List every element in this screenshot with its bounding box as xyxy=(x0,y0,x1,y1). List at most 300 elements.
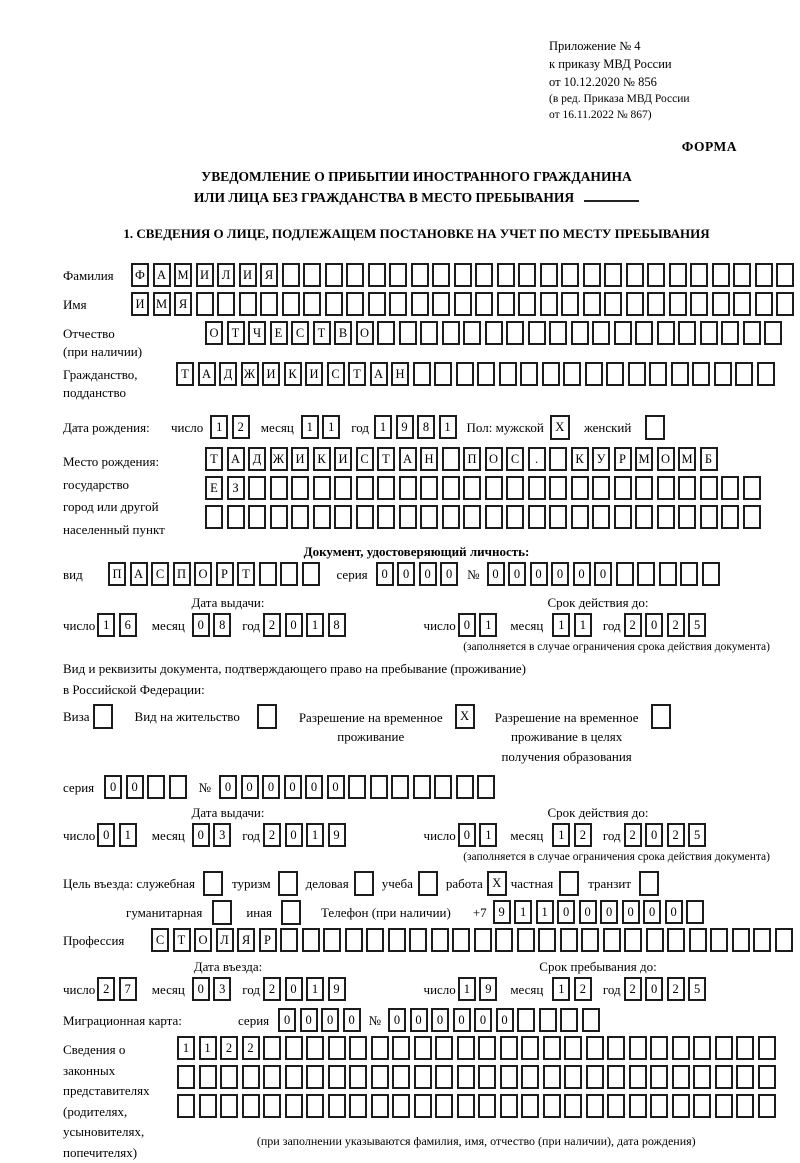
id-issue-day-cells xyxy=(97,613,137,637)
guardians-block xyxy=(63,1036,770,1163)
form-cell xyxy=(607,1094,625,1118)
form-cell: 1 xyxy=(177,1036,195,1060)
stay-day-cells xyxy=(458,977,498,1001)
month-label: месяц xyxy=(151,617,185,633)
form-cell xyxy=(543,1065,561,1089)
form-cell: 9 xyxy=(493,900,511,924)
form-cell xyxy=(418,871,438,896)
form-cell xyxy=(325,292,343,316)
form-cell: 0 xyxy=(419,562,437,586)
form-cell xyxy=(635,505,653,529)
form-cell: Т xyxy=(377,447,395,471)
form-cell: 0 xyxy=(97,823,115,847)
form-cell xyxy=(306,1094,324,1118)
form-cell xyxy=(220,1094,238,1118)
form-cell: 0 xyxy=(327,775,345,799)
form-cell: 0 xyxy=(104,775,122,799)
mig-num-label: № xyxy=(368,1013,382,1029)
form-cell xyxy=(671,362,689,386)
purpose-private-checkbox xyxy=(559,871,579,896)
form-cell xyxy=(368,292,386,316)
form-cell: X xyxy=(487,871,507,896)
residence-doc-type-row xyxy=(63,704,770,767)
form-cell xyxy=(586,1094,604,1118)
form-cell xyxy=(521,1036,539,1060)
form-cell: О xyxy=(194,928,212,952)
form-cell xyxy=(732,928,750,952)
form-cell xyxy=(506,321,524,345)
form-cell xyxy=(721,476,739,500)
patronymic-cells xyxy=(205,321,782,345)
form-cell: 0 xyxy=(410,1008,428,1032)
form-cell xyxy=(454,263,472,287)
form-cell xyxy=(435,1036,453,1060)
form-cell: М xyxy=(635,447,653,471)
form-cell xyxy=(291,505,309,529)
phone-prefix: +7 xyxy=(472,905,487,921)
form-cell xyxy=(657,476,675,500)
form-cell xyxy=(356,476,374,500)
appendix-line: от 10.12.2020 № 856 xyxy=(549,74,657,89)
entry-month-cells xyxy=(192,977,232,1001)
form-cell: 0 xyxy=(557,900,575,924)
form-cell: 2 xyxy=(574,823,592,847)
form-cell xyxy=(257,704,277,729)
form-cell xyxy=(506,476,524,500)
form-cell xyxy=(270,505,288,529)
form-cell xyxy=(500,1036,518,1060)
form-cell xyxy=(302,562,320,586)
form-cell: 0 xyxy=(645,613,663,637)
id-num-label: № xyxy=(467,566,480,582)
form-cell: 7 xyxy=(119,977,137,1001)
form-cell xyxy=(291,476,309,500)
id-valid-month-cells xyxy=(552,613,592,637)
form-cell: 0 xyxy=(219,775,237,799)
form-cell xyxy=(485,505,503,529)
form-cell xyxy=(607,1065,625,1089)
id-issue-date-label: Дата выдачи: xyxy=(191,594,265,610)
form-cell xyxy=(313,476,331,500)
guardians-row1 xyxy=(177,1036,776,1060)
form-cell xyxy=(538,928,556,952)
form-cell: П xyxy=(463,447,481,471)
mig-num-cells xyxy=(388,1008,600,1032)
form-cell: А xyxy=(198,362,216,386)
form-cell: И xyxy=(262,362,280,386)
form-cell: М xyxy=(153,292,171,316)
form-cell xyxy=(313,505,331,529)
purpose-transit-label: транзит xyxy=(588,876,632,892)
entry-date-label: Дата въезда: xyxy=(193,959,263,975)
sex-female-label: женский xyxy=(583,420,632,436)
id-valid-until-label: Срок действия до: xyxy=(547,594,649,610)
month-label: месяц xyxy=(151,982,185,998)
form-cell: Б xyxy=(700,447,718,471)
form-cell xyxy=(411,263,429,287)
patronymic-label: Отчество (при наличии) xyxy=(63,326,143,359)
purpose-row2 xyxy=(126,900,770,925)
form-cell xyxy=(177,1094,195,1118)
appendix-revision: (в ред. Приказа МВД России xyxy=(549,93,690,106)
form-cell: А xyxy=(130,562,148,586)
form-cell xyxy=(434,362,452,386)
form-cell xyxy=(302,928,320,952)
migration-card-row xyxy=(63,1008,770,1032)
form-cell xyxy=(411,292,429,316)
form-cell xyxy=(582,1008,600,1032)
form-cell xyxy=(776,263,794,287)
form-cell: 9 xyxy=(396,415,414,439)
form-cell xyxy=(392,1036,410,1060)
guardians-label: Сведения о законных представителях (родителях, усыновителях, попечителях) xyxy=(63,1042,150,1160)
id-limit-note: (заполняется в случае ограничения срока действия документа) xyxy=(463,640,770,653)
form-cell: И xyxy=(305,362,323,386)
form-cell xyxy=(477,362,495,386)
form-cell xyxy=(629,1036,647,1060)
entry-dates-row xyxy=(63,977,770,1001)
form-cell: 1 xyxy=(210,415,228,439)
form-cell xyxy=(442,447,460,471)
form-cell: З xyxy=(227,476,245,500)
form-cell xyxy=(414,1036,432,1060)
surname-label: Фамилия xyxy=(63,268,114,284)
form-cell: М xyxy=(678,447,696,471)
month-label: месяц xyxy=(151,828,185,844)
form-cell: Я xyxy=(174,292,192,316)
form-cell xyxy=(285,1036,303,1060)
form-cell: 9 xyxy=(328,823,346,847)
birth-date-label: Дата рождения: xyxy=(63,420,150,436)
form-cell xyxy=(672,1065,690,1089)
month-label: месяц xyxy=(260,420,294,436)
form-cell xyxy=(303,292,321,316)
citizenship-cells xyxy=(176,362,775,386)
form-cell xyxy=(571,476,589,500)
sex-male-checkbox xyxy=(550,415,570,440)
form-cell: 3 xyxy=(213,977,231,1001)
year-label: год xyxy=(242,982,261,998)
form-cell xyxy=(477,775,495,799)
form-cell xyxy=(689,928,707,952)
mig-seriya-label: серия xyxy=(238,1013,270,1029)
entry-day-cells xyxy=(97,977,137,1001)
form-cell: П xyxy=(108,562,126,586)
form-cell: 1 xyxy=(552,613,570,637)
form-cell xyxy=(647,263,665,287)
form-cell: 0 xyxy=(643,900,661,924)
form-cell: 5 xyxy=(688,977,706,1001)
form-cell: Р xyxy=(259,928,277,952)
permit-valid-year-cells xyxy=(624,823,707,847)
form-cell xyxy=(700,505,718,529)
form-cell xyxy=(520,362,538,386)
form-cell xyxy=(649,362,667,386)
form-cell: 1 xyxy=(552,977,570,1001)
appendix-line: Приложение № 4 xyxy=(549,39,641,53)
form-cell xyxy=(371,1065,389,1089)
title-blank-underline xyxy=(584,188,639,202)
form-cell xyxy=(463,505,481,529)
form-cell xyxy=(280,562,298,586)
form-cell: 1 xyxy=(479,823,497,847)
form-cell xyxy=(710,928,728,952)
purpose-business-checkbox xyxy=(354,871,374,896)
form-cell: К xyxy=(571,447,589,471)
form-cell xyxy=(733,263,751,287)
purpose-humanitarian-label: гуманитарная xyxy=(126,905,203,921)
visa-checkbox xyxy=(93,704,113,729)
form-cell: 9 xyxy=(328,977,346,1001)
form-cell xyxy=(442,321,460,345)
purpose-work-label: работа xyxy=(445,876,483,892)
form-cell xyxy=(692,362,710,386)
purpose-tourism-label: туризм xyxy=(231,876,271,892)
form-cell: П xyxy=(173,562,191,586)
form-cell xyxy=(169,775,187,799)
form-cell: К xyxy=(313,447,331,471)
form-cell: 2 xyxy=(220,1036,238,1060)
name-label: Имя xyxy=(63,297,87,313)
form-cell xyxy=(539,1008,557,1032)
form-cell: X xyxy=(550,415,570,440)
guardians-row2 xyxy=(177,1065,776,1089)
residence-permit-checkbox xyxy=(257,704,277,729)
id-issue-year-cells xyxy=(263,613,346,637)
purpose-study-checkbox xyxy=(418,871,438,896)
form-cell: 2 xyxy=(574,977,592,1001)
form-cell: X xyxy=(455,704,475,729)
purpose-transit-checkbox xyxy=(639,871,659,896)
visa-label: Виза xyxy=(63,708,90,724)
form-cell: 0 xyxy=(487,562,505,586)
year-label: год xyxy=(602,982,621,998)
month-label: месяц xyxy=(510,982,544,998)
form-cell xyxy=(282,292,300,316)
purpose-tourism-checkbox xyxy=(278,871,298,896)
surname-cells xyxy=(131,263,794,287)
form-cell xyxy=(650,1065,668,1089)
form-cell xyxy=(639,871,659,896)
form-cell: 2 xyxy=(624,823,642,847)
citizenship-row xyxy=(63,362,770,401)
form-cell xyxy=(346,263,364,287)
form-cell: О xyxy=(657,447,675,471)
form-cell xyxy=(629,1065,647,1089)
permit-seriya-cells xyxy=(104,775,187,799)
form-cell xyxy=(521,1094,539,1118)
form-cell: О xyxy=(356,321,374,345)
form-cell xyxy=(93,704,113,729)
form-cell: 0 xyxy=(579,900,597,924)
profession-cells xyxy=(151,928,793,952)
form-cell xyxy=(755,292,773,316)
form-cell xyxy=(758,1094,776,1118)
form-cell xyxy=(325,263,343,287)
form-cell xyxy=(528,505,546,529)
form-cell xyxy=(678,321,696,345)
permit-valid-until-label: Срок действия до: xyxy=(547,805,649,821)
profession-row xyxy=(63,928,770,952)
forma-label: ФОРМА xyxy=(681,139,737,155)
form-cell xyxy=(715,1036,733,1060)
form-cell: М xyxy=(174,263,192,287)
form-cell: Т xyxy=(348,362,366,386)
form-cell: 2 xyxy=(667,977,685,1001)
form-cell xyxy=(743,505,761,529)
form-cell xyxy=(377,476,395,500)
form-cell xyxy=(518,292,536,316)
id-num-cells xyxy=(487,562,720,586)
form-cell: 1 xyxy=(97,613,115,637)
form-cell xyxy=(646,928,664,952)
form-cell: 1 xyxy=(552,823,570,847)
form-cell xyxy=(626,263,644,287)
phone-label: Телефон (при наличии) xyxy=(320,905,451,921)
form-cell xyxy=(592,321,610,345)
day-label: число xyxy=(63,617,96,633)
form-cell xyxy=(564,1094,582,1118)
form-cell xyxy=(282,263,300,287)
form-cell: 0 xyxy=(285,977,303,1001)
form-cell: 0 xyxy=(458,613,476,637)
form-cell xyxy=(650,1094,668,1118)
form-cell xyxy=(549,447,567,471)
form-cell xyxy=(334,476,352,500)
form-cell xyxy=(485,476,503,500)
form-cell: С xyxy=(506,447,524,471)
form-cell xyxy=(263,1094,281,1118)
form-cell: С xyxy=(151,562,169,586)
form-cell: 3 xyxy=(213,823,231,847)
form-cell xyxy=(560,1008,578,1032)
form-cell xyxy=(280,928,298,952)
guardians-cells xyxy=(177,1036,776,1118)
form-cell xyxy=(348,775,366,799)
migration-card-label: Миграционная карта: xyxy=(63,1013,182,1029)
form-cell: 1 xyxy=(301,415,319,439)
form-cell xyxy=(657,505,675,529)
form-title-line1: УВЕДОМЛЕНИЕ О ПРИБЫТИИ ИНОСТРАННОГО ГРАЖДАНИНА xyxy=(201,169,632,185)
form-cell: У xyxy=(592,447,610,471)
form-cell xyxy=(452,928,470,952)
form-cell: 5 xyxy=(688,823,706,847)
id-seriya-label: серия xyxy=(336,566,368,582)
form-cell: 0 xyxy=(284,775,302,799)
form-cell: 0 xyxy=(388,1008,406,1032)
year-label: год xyxy=(242,828,261,844)
form-cell xyxy=(635,321,653,345)
form-cell xyxy=(614,505,632,529)
form-cell: 1 xyxy=(574,613,592,637)
birthplace-row2 xyxy=(205,476,761,500)
form-cell xyxy=(199,1065,217,1089)
form-cell xyxy=(456,362,474,386)
permit-dates-row xyxy=(63,823,770,847)
form-title xyxy=(63,167,770,209)
id-doc-dates-row xyxy=(63,613,770,637)
form-cell xyxy=(432,263,450,287)
birthplace-block xyxy=(63,447,770,540)
id-vid-label: вид xyxy=(63,566,83,582)
form-cell: Т xyxy=(313,321,331,345)
form-cell xyxy=(702,562,720,586)
form-cell xyxy=(733,292,751,316)
form-cell xyxy=(420,505,438,529)
id-valid-year-cells xyxy=(624,613,707,637)
form-cell xyxy=(457,1065,475,1089)
id-doc-dates-header xyxy=(63,595,770,611)
temp-permit-edu-label: Разрешение на временное проживание в целях получения образования xyxy=(494,709,639,764)
form-cell xyxy=(712,292,730,316)
purpose-private-label: частная xyxy=(510,876,554,892)
guardians-note: (при заполнении указываются фамилия, имя, отчество (при наличии), дата рождения) xyxy=(256,1134,696,1149)
form-cell xyxy=(392,1094,410,1118)
form-cell xyxy=(583,292,601,316)
permit-num-label: № xyxy=(198,780,212,796)
profession-label: Профессия xyxy=(63,933,125,949)
form-cell: 0 xyxy=(321,1008,339,1032)
form-cell xyxy=(259,562,277,586)
form-cell xyxy=(147,775,165,799)
phone-cells xyxy=(493,900,705,924)
birthplace-label: Место рождения: государство город или другой населенный пункт xyxy=(63,454,165,537)
form-cell xyxy=(672,1036,690,1060)
form-cell: А xyxy=(370,362,388,386)
id-doc-row xyxy=(63,562,770,586)
form-cell: Д xyxy=(248,447,266,471)
form-cell xyxy=(715,1094,733,1118)
form-cell: А xyxy=(399,447,417,471)
form-cell xyxy=(442,476,460,500)
form-cell: 0 xyxy=(262,775,280,799)
purpose-work-checkbox xyxy=(487,871,507,896)
form-cell xyxy=(521,1065,539,1089)
form-cell: 0 xyxy=(192,977,210,1001)
permit-valid-month-cells xyxy=(552,823,592,847)
permit-issue-year-cells xyxy=(263,823,346,847)
form-cell xyxy=(368,263,386,287)
form-cell xyxy=(755,263,773,287)
form-cell: И xyxy=(334,447,352,471)
form-cell xyxy=(497,263,515,287)
form-cell xyxy=(392,1065,410,1089)
form-cell xyxy=(285,1094,303,1118)
form-cell xyxy=(242,1094,260,1118)
form-cell: 0 xyxy=(645,977,663,1001)
name-cells xyxy=(131,292,794,316)
form-cell xyxy=(721,321,739,345)
id-seriya-cells xyxy=(376,562,459,586)
permit-valid-day-cells xyxy=(458,823,498,847)
form-cell: 0 xyxy=(192,613,210,637)
form-cell xyxy=(220,1065,238,1089)
form-cell xyxy=(606,362,624,386)
form-cell: О xyxy=(194,562,212,586)
form-cell xyxy=(635,476,653,500)
form-cell: 0 xyxy=(285,613,303,637)
form-cell xyxy=(517,928,535,952)
purpose-humanitarian-checkbox xyxy=(212,900,232,925)
form-cell xyxy=(205,505,223,529)
form-cell xyxy=(607,1036,625,1060)
form-cell: Л xyxy=(217,263,235,287)
form-cell xyxy=(354,871,374,896)
form-cell xyxy=(604,292,622,316)
form-cell xyxy=(571,321,589,345)
form-cell: 0 xyxy=(285,823,303,847)
permit-seriya-row xyxy=(63,775,770,799)
